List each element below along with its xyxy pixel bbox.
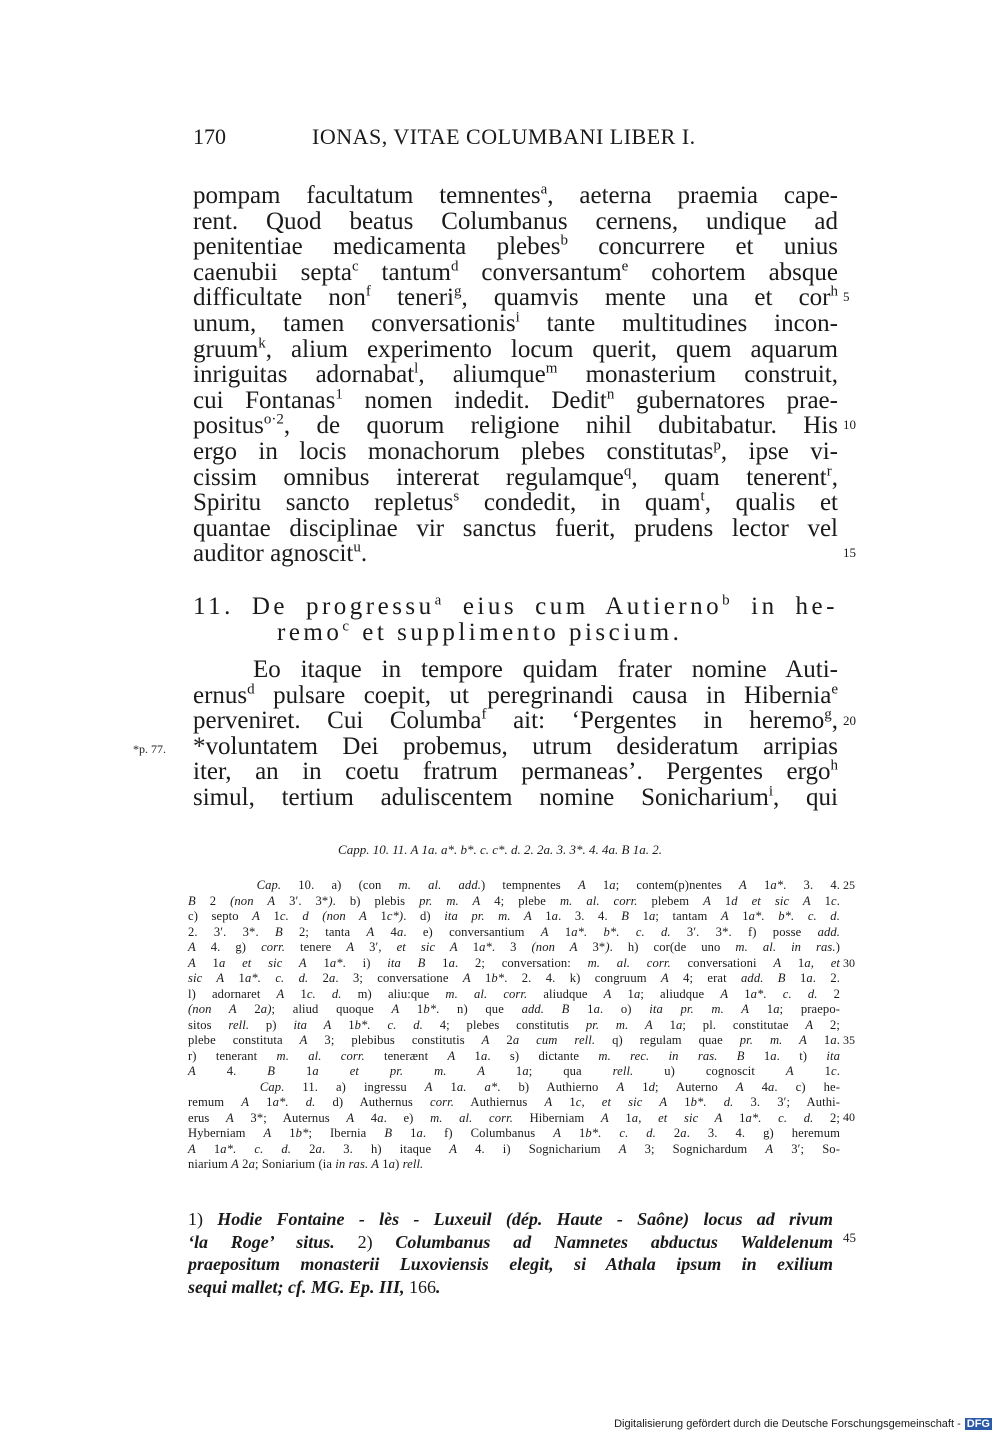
apparatus-line: A 1a*. c. d. 2a. 3. h) itaque A 4. i) Sognicharium A 3; Sognichardum A 3′; So-	[188, 1141, 840, 1156]
apparatus-line: sitos rell. p) ita A 1b*. c. d. 4; plebes constitutis pr. m. A 1a; pl. constitutae A 2;	[188, 1017, 840, 1032]
running-title: IONAS, VITAE COLUMBANI LIBER I.	[312, 124, 696, 149]
footnotes-line: praepositum monasterii Luxoviensis elegit, si Athala ipsum in exilium	[188, 1254, 833, 1274]
line-number: 15	[843, 545, 856, 560]
page-number: 170	[193, 124, 226, 149]
credit-text: Digitalisierung gefördert durch die Deutsche Forschungsgemeinschaft -	[614, 1418, 961, 1430]
apparatus-line: sic A 1a*. c. d. 2a. 3; conversatione A 1b*. 2. 4. k) congruum A 4; erat add. B 1a. 2.	[188, 971, 840, 985]
apparatus-line: A 1a et sic A 1a*. i) ita B 1a. 2; conversation: m. al. corr. conversationi A 1a, et	[188, 955, 840, 970]
body-text-line: quantae disciplinae vir sanctus fuerit, prudens lector vel	[193, 514, 838, 542]
body-text-line: caenubii septa$^c$ tantum$^d$ conversantum$^e$ cohortem absque	[193, 258, 838, 286]
chapter-title-line-2: remo$^c$ et supplimento piscium.	[277, 618, 683, 646]
apparatus-line: (non A 2a); aliud quoque A 1b*. n) que add. B 1a. o) ita pr. m. A 1a; praepo-	[188, 1002, 841, 1016]
chapter-text-line: perveniret. Cui Columba$^f$ ait: ‘Pergentes in heremo$^g$,	[193, 706, 838, 735]
apparatus-line: plebe constituta A 3; plebibus constitutis A 2a cum rell. q) regulam quae pr. m. A 1a.	[188, 1033, 840, 1047]
apparatus-line: r) tenerant m. al. corr. tenerænt A 1a. s) dictante m. rec. in ras. B 1a. t) ita	[188, 1048, 840, 1063]
apparatus-line: A 4. B 1a et pr. m. A 1a; qua rell. u) cognoscit A 1c.	[188, 1064, 840, 1078]
dfg-logo: DFG	[966, 1418, 990, 1430]
body-text-line: cissim omnibus intererat regulamque$^q$, quam tenerent$^r$,	[193, 463, 838, 491]
line-number: 10	[843, 417, 856, 432]
body-text-line: auditor agnoscit$^u$.	[193, 540, 368, 568]
body-text-line: cui Fontanas$^1$ nomen indedit. Dedit$^n$ gubernatores prae-	[193, 386, 838, 414]
apparatus-line: Cap. 11. a) ingressu A 1a. a*. b) Authierno A 1d; Auterno A 4a. c) he-	[259, 1079, 840, 1094]
chapter-text-line: iter, an in coetu fratrum permaneas’. Pergentes ergo$^h$	[193, 758, 838, 786]
apparatus-line: erus A 3*; Auternus A 4a. e) m. al. corr. Hiberniam A 1a, et sic A 1a*. c. d. 2;	[188, 1110, 840, 1125]
apparatus-line: Hyberniam A 1b*; Ibernia B 1a. f) Columbanus A 1b*. c. d. 2a. 3. 4. g) heremum	[188, 1126, 840, 1140]
line-number: 45	[843, 1230, 856, 1245]
body-text-line: ergo in locis monachorum plebes constitutas$^p$, ipse vi-	[193, 437, 838, 465]
apparatus-line: remum A 1a*. d. d) Authernus corr. Authiernus A 1c, et sic A 1b*. d. 3. 3′; Authi-	[188, 1095, 840, 1109]
footnotes-line: ‘la Roge’ situs. 2) Columbanus ad Namnetes abductus Waldelenum	[188, 1231, 834, 1252]
apparatus-line: Cap. 10. a) (con m. al. add.) tempnentes A 1a; contem(p)nentes A 1a*. 3. 4.	[256, 878, 840, 892]
body-text-line: Spiritu sancto repletus$^s$ condedit, in quam$^t$, qualis et	[193, 488, 838, 517]
line-number: 25	[843, 878, 855, 892]
apparatus-line: niarium A 2a; Soniarium (ia in ras. A 1a) rell.	[188, 1157, 424, 1171]
chapter-text-line: simul, tertium aduliscentem nomine Sonicharium$^i$, qui	[193, 783, 838, 811]
chapter-text-line: *voluntatem Dei probemus, utrum desideratum arripias	[193, 732, 838, 760]
line-number: 40	[843, 1110, 855, 1124]
body-text-line: inriguitas adornabat$^l$, aliumque$^m$ monasterium construit,	[193, 360, 839, 389]
line-number: 20	[843, 713, 856, 728]
chapter-title-line-1: 11. De progressu$^a$ eius cum Autierno$^b$ in he-	[193, 592, 838, 620]
page-header	[0, 124, 1000, 154]
body-text-line: unum, tamen conversationis$^i$ tante multitudines incon-	[193, 309, 838, 337]
apparatus-line: 2. 3′. 3*. B 2; tanta A 4a. e) conversantium A 1a*. b*. c. d. 3′. 3*. f) posse add.	[188, 924, 841, 939]
manuscripts-line: Capp. 10. 11. A 1a. a*. b*. c. c*. d. 2. 2a. 3. 3*. 4. 4a. B 1a. 2.	[338, 842, 662, 857]
apparatus-line: B 2 (non A 3′. 3*). b) plebis pr. m. A 4; plebe m. al. corr. plebem A 1d et sic A 1c.	[188, 893, 840, 908]
chapter-text-line: Eo itaque in tempore quidam frater nomine Auti-	[253, 656, 838, 683]
chapter-text-line: ernus$^d$ pulsare coepit, ut peregrinandi causa in Hibernia$^e$	[193, 681, 838, 709]
body-text-line: penitentiae medicamenta plebes$^b$ concurrere et unius	[193, 232, 838, 261]
body-text-line: difficultate non$^f$ teneri$^g$, quamvis mente una et cor$^h$	[193, 284, 838, 312]
body-text-line: gruum$^k$, alium experimento locum querit, quem aquarum	[193, 335, 838, 363]
body-text-line: pompam facultatum temnentes$^a$, aeterna praemia cape-	[193, 181, 838, 209]
margin-page-reference: *p. 77.	[133, 742, 166, 756]
line-number: 30	[843, 956, 855, 970]
footnotes-line: sequi mallet; cf. MG. Ep. III, 166.	[188, 1276, 441, 1297]
line-number: 35	[843, 1033, 855, 1047]
line-number: 5	[843, 289, 850, 304]
apparatus-line: l) adornaret A 1c. d. m) aliu:que m. al. corr. aliudque A 1a; aliudque A 1a*. c. d. 2	[188, 986, 841, 1001]
apparatus-line: A 4. g) corr. tenere A 3′, et sic A 1a*. 3 (non A 3*). h) cor(de uno m. al. in ras.)	[188, 940, 840, 954]
apparatus-line: c) septo A 1c. d (non A 1c*). d) ita pr. m. A 1a. 3. 4. B 1a; tantam A 1a*. b*. c. d.	[188, 909, 840, 923]
body-text-line: rent. Quod beatus Columbanus cernens, undique ad	[193, 207, 838, 235]
footnotes-line: 1) Hodie Fontaine - lès - Luxeuil (dép. Haute - Saône) locus ad rivum	[188, 1209, 833, 1229]
body-text-line: positus$^{o\cdot 2}$, de quorum religione nihil dubitabatur. His	[193, 412, 838, 440]
digitization-credit	[614, 1418, 992, 1430]
